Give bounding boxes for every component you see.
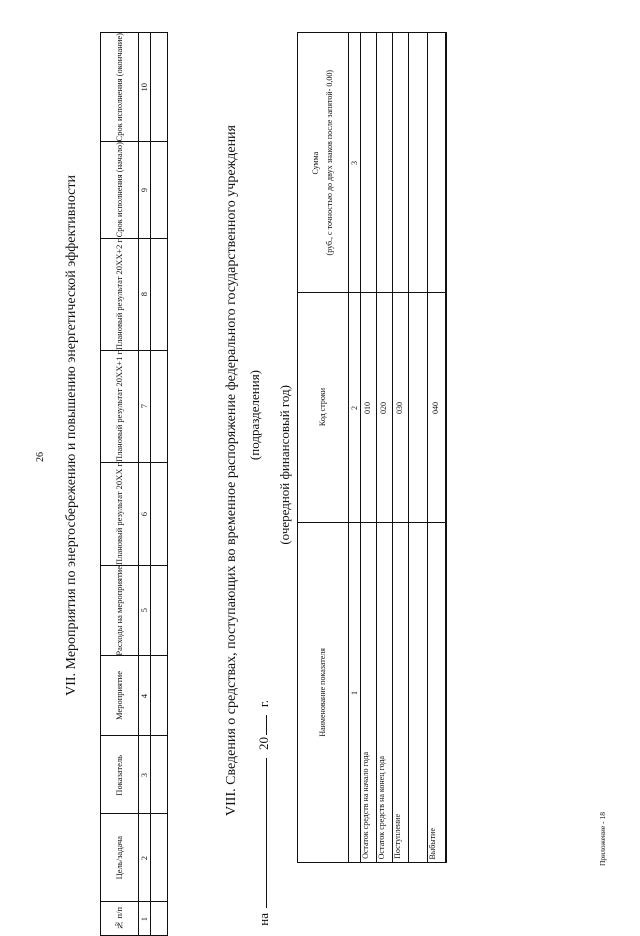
section-7-data-cell[interactable] — [150, 736, 167, 814]
on-prefix: на — [256, 913, 271, 926]
section-7-header-text: Плановый результат 20XX г — [113, 462, 124, 565]
section-7-data-cell[interactable] — [150, 350, 167, 462]
section-7-column-number: 5 — [138, 608, 149, 613]
section-7-column-number: 9 — [138, 188, 149, 193]
section-8-number-cell — [349, 33, 361, 293]
section-8-row-cell — [377, 523, 393, 863]
section-7-table — [100, 32, 168, 936]
section-7-header-text: Расходы на мероприятие — [113, 565, 124, 656]
section-7-number-cell — [138, 350, 150, 462]
appendix-label: Приложение - 18 — [598, 812, 607, 867]
row-sum-input[interactable] — [392, 33, 408, 293]
section-7-column-number: 10 — [138, 82, 149, 92]
section-7-number-cell — [138, 238, 150, 350]
section-7-header-text: Показатель — [113, 754, 124, 796]
section-8-row-cell — [361, 523, 377, 863]
section-8-column-number: 1 — [349, 690, 359, 695]
section-7-number-cell — [138, 814, 150, 902]
section-8-subdivision: (подразделения) — [247, 370, 262, 461]
section-7-header-cell — [101, 902, 139, 936]
section-7-column-number: 6 — [138, 511, 149, 516]
section-7-header-cell — [101, 142, 139, 238]
section-7-header-text: Мероприятие — [113, 671, 124, 721]
section-7-header-cell — [101, 736, 139, 814]
section-7-title: VII. Мероприятия по энергосбережению и повышению энергетической эффективности — [64, 175, 79, 696]
section-7-header-cell — [101, 33, 139, 142]
section-8-name-header — [298, 523, 349, 863]
section-8-table — [297, 32, 447, 863]
sum-note: (руб., с точностью до двух знаков после запятой- 0,00) — [325, 69, 335, 256]
section-7-header-text: Срок исполнения (окончание) — [113, 33, 124, 142]
section-8-row-cell — [392, 293, 408, 523]
section-8-number-cell — [349, 293, 361, 523]
page-number: 26 — [35, 452, 46, 462]
section-7-column-number: 3 — [138, 772, 149, 778]
section-8-row-cell — [361, 293, 377, 523]
section-7-number-cell — [138, 565, 150, 656]
section-7-data-cell[interactable] — [150, 238, 167, 350]
row-sum-input[interactable] — [361, 33, 377, 293]
period-caption: (очередной финансовый год) — [277, 385, 292, 545]
code-header-text: Код строки — [317, 388, 327, 427]
section-7-header-cell — [101, 814, 139, 902]
year-underline — [266, 715, 267, 735]
section-7-number-cell — [138, 902, 150, 936]
section-7-header-text: Плановый результат 20XX+1 г — [113, 350, 124, 462]
section-7-data-cell[interactable] — [150, 33, 167, 142]
section-7-number-cell — [138, 736, 150, 814]
row-label: Остаток средств на начало года — [361, 752, 371, 859]
section-7-header-cell — [101, 238, 139, 350]
row-label: Остаток средств на конец года — [377, 755, 386, 859]
section-7-header-text: Цель/задача — [113, 836, 124, 880]
row-code: 040 — [431, 401, 441, 414]
section-7-data-cell[interactable] — [150, 565, 167, 656]
section-7-number-cell — [138, 33, 150, 142]
section-8-code-header — [298, 293, 349, 523]
section-7-column-number: 8 — [138, 292, 149, 297]
section-8-row-cell — [408, 523, 427, 863]
section-7-data-cell[interactable] — [150, 142, 167, 238]
section-7-header-text: Плановый результат 20XX+2 г — [113, 238, 124, 350]
section-8-title: VIII. Сведения о средствах, поступающих во временное распоряжение федерального государственного учреждения — [224, 125, 239, 816]
section-7-number-cell — [138, 142, 150, 238]
section-7-column-number: 7 — [138, 404, 149, 409]
section-8-column-number: 3 — [349, 160, 359, 165]
year-prefix: 20 — [256, 737, 271, 750]
section-7-header-cell — [101, 565, 139, 656]
row-sum-input[interactable] — [446, 33, 447, 293]
section-8-row-cell — [428, 523, 446, 863]
section-7-column-number: 2 — [138, 855, 149, 861]
section-7-data-cell[interactable] — [150, 902, 167, 936]
section-7-column-number: 1 — [138, 916, 149, 922]
row-label: Выбытие — [428, 827, 438, 859]
section-7-header-cell — [101, 656, 139, 736]
row-code: 010 — [363, 401, 373, 414]
section-7-header-text: Срок исполнения (начало) — [113, 142, 124, 238]
section-7-data-cell[interactable] — [150, 462, 167, 565]
section-8-column-number: 2 — [349, 405, 359, 410]
row-sum-input[interactable] — [408, 33, 427, 293]
section-8-row-cell — [446, 293, 447, 523]
section-7-data-cell[interactable] — [150, 814, 167, 902]
section-8-row-cell — [408, 293, 427, 523]
row-sum-input[interactable] — [377, 33, 393, 293]
section-7-header-cell — [101, 350, 139, 462]
section-8-row-cell — [446, 523, 447, 863]
section-7-data-cell[interactable] — [150, 656, 167, 736]
row-code: 020 — [379, 401, 389, 414]
row-label: Поступление — [392, 814, 402, 859]
section-7-column-number: 4 — [138, 693, 149, 699]
section-7-header-cell — [101, 462, 139, 565]
row-sum-input[interactable] — [428, 33, 446, 293]
row-code: 030 — [395, 401, 405, 414]
section-8-number-cell — [349, 523, 361, 863]
year-suffix: г. — [256, 700, 271, 708]
section-7-header-text: № п/п — [113, 907, 124, 931]
section-8-sum-header — [298, 33, 349, 293]
section-8-row-cell — [392, 523, 408, 863]
org-underline — [266, 758, 267, 908]
section-8-row-cell — [377, 293, 393, 523]
section-7-number-cell — [138, 656, 150, 736]
section-7-number-cell — [138, 462, 150, 565]
sum-title: Сумма — [310, 151, 320, 174]
name-header-text: Наименование показателя — [317, 648, 327, 737]
section-8-row-cell — [428, 293, 446, 523]
